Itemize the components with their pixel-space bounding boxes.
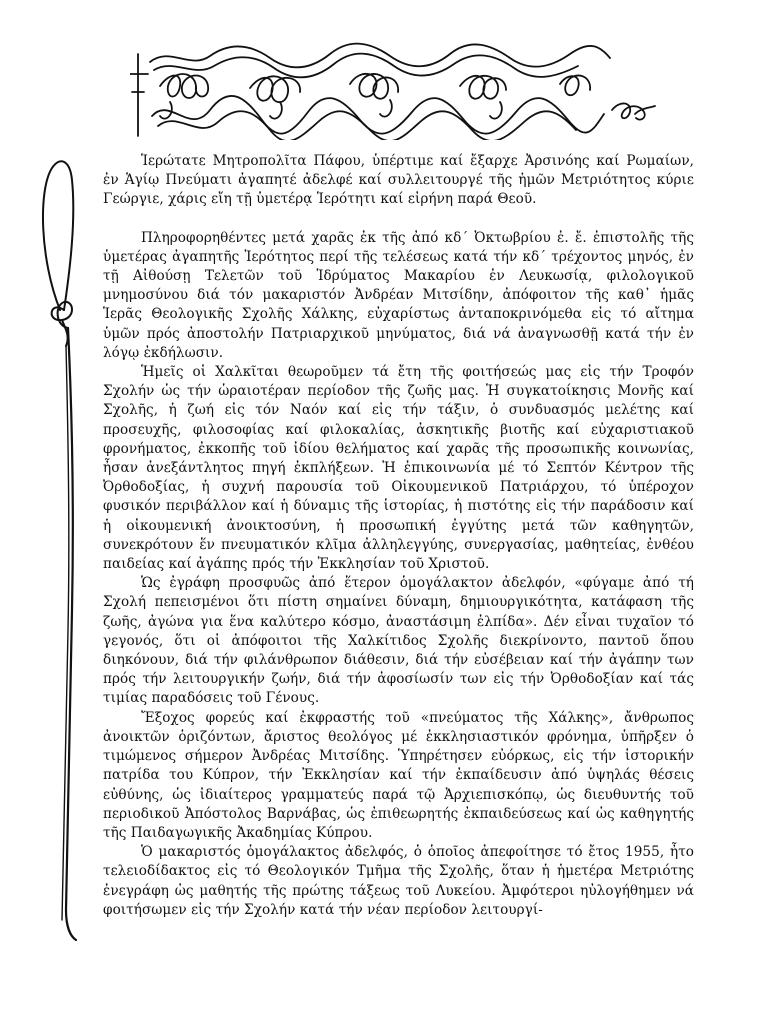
paragraph-halki-years: Ἡμεῖς οἱ Χαλκῖται θεωροῦμεν τά ἔτη τῆς φοιτήσεώς μας εἰς τήν Τροφόν Σχολήν ὡς τήν ὡραιοτέραν περίοδον τῆς ζωῆς μας. Ἡ συγκατοίκησις Μονῆς καί Σχολῆς, ἡ ζωή εἰς τόν Ναόν καί εἰς τήν τάξιν, ὁ συνδυασμός μελέτης καί προσευχῆς, φιλοσοφίας καί φιλοκαλίας, ἀσκητικῆς βιοτῆς καί εὐχαριστιακοῦ φρονήματος, ἐκκοπῆς τοῦ ἰδίου θελήματος καί χαρᾶς τῆς προσωπικῆς κοινωνίας, ἦσαν ἀνεξάντλητος πηγή ἐκπλήξεων. Ἡ ἐπικοινωνία μέ τό Σεπτόν Κέντρον τῆς Ὀρθοδοξίας, ἡ συχνή παρουσία τοῦ Οἰκουμενικοῦ Πατριάρχου, τό ὑπέροχον φυσικόν περιβάλλον καί ἡ δύναμις τῆς ἱστορίας, ἡ πιστότης εἰς τήν παράδοσιν καί ἡ οἰκουμενική ἀνοικτοσύνη, ἡ προσωπική ἐγγύτης μετά τῶν καθηγητῶν, συνεκρότουν ἕν πνευματικόν κλῖμα ἀλληλεγγύης, συνεργασίας, μαθητείας, ἐνθέου παιδείας καί ἀγάπης πρός τήν Ἐκκλησίαν τοῦ Χριστοῦ. bbox=[103, 364, 694, 573]
paragraph-mitsides: Ἔξοχος φορεύς καί ἐκφραστής τοῦ «πνεύματος τῆς Χάλκης», ἄνθρωπος ἀνοικτῶν ὁριζόντων, ἄριστος θεολόγος μέ ἐκκλησιαστικόν φρόνημα, ὑπῆρξεν ὁ τιμώμενος σήμερον Ἀνδρέας Μιτσίδης. Ὑπηρέτησεν εὐόρκως, εἰς τήν ἱστορικήν πατρίδα του Κύπρον, τήν Ἐκκλησίαν καί τήν ἐκπαίδευσιν ἀπό ὑψηλάς θέσεις εὐθύνης, ὡς ἰδιαίτερος γραμματεύς παρά τῷ Ἀρχιεπισκόπῳ, ὡς διευθυντής τοῦ περιοδικοῦ Ἀπόστολος Βαρνάβας, ὡς ἐπιθεωρητής ἐκπαιδεύσεως καί ὡς καθηγητής τῆς Παιδαγωγικῆς Ἀκαδημίας Κύπρου. bbox=[103, 709, 694, 841]
patriarchal-signature-monogram bbox=[130, 40, 660, 140]
paragraph-salutation: Ἱερώτατε Μητροπολῖτα Πάφου, ὑπέρτιμε καί ἔξαρχε Ἀρσινόης καί Ρωμαίων, ἐν Ἁγίῳ Πνεύματι ἀγαπητέ ἀδελφέ καί συλλειτουργέ τῆς ἡμῶν Μετριότητος κύριε Γεώργιε, χάρις εἴη τῇ ὑμετέρᾳ Ἱερότητι καί εἰρήνη παρά Θεοῦ. bbox=[103, 153, 694, 208]
paragraph-quote: Ὡς ἐγράφη προσφυῶς ἀπό ἕτερον ὁμογάλακτον ἀδελφόν, «φύγαμε ἀπό τή Σχολή πεπεισμένοι ὅτι πίστη σημαίνει δύναμη, δημιουργικότητα, κατάφαση τῆς ζωῆς, ἀγώνα για ἕνα καλύτερο κόσμο, ἀναστάσιμη ἐλπίδα». Δέν εἶναι τυχαῖον τό γεγονός, ὅτι οἱ ἀπόφοιτοι τῆς Χαλκίτιδος Σχολῆς διεκρίνοντο, παντοῦ ὅπου διηκόνουν, διά τήν φιλάνθρωπον διάθεσιν, διά τήν εὐσέβειαν καί τήν ἀγάπην των πρός τήν λειτουργικήν ζωήν, διά τήν ἀφοσίωσίν των εἰς τήν Ὀρθοδοξίαν καί τάς τιμίας παραδόσεις τοῦ Γένους. bbox=[103, 575, 694, 707]
decorative-cord bbox=[30, 150, 90, 950]
paragraph-memories: Ὁ μακαριστός ὁμογάλακτος ἀδελφός, ὁ ὁποῖος ἀπεφοίτησε τό ἔτος 1955, ἦτο τελειοδίδακτος εἰς τό Θεολογικόν Τμῆμα τῆς Σχολῆς, ὅταν ἡ ἡμετέρα Μετριότης ἐνεγράφη ὡς μαθητής τῆς πρώτης τάξεως τοῦ Λυκείου. Ἀμφότεροι ηὐλογήθημεν νά φοιτήσωμεν εἰς τήν Σχολήν κατά τήν νέαν περίοδον λειτουργί- bbox=[103, 844, 694, 918]
letter-body bbox=[103, 152, 694, 920]
paragraph-occasion: Πληροφορηθέντες μετά χαρᾶς ἐκ τῆς ἀπό κδ΄ Ὀκτωβρίου ἐ. ἔ. ἐπιστολῆς τῆς ὑμετέρας ἀγαπητῆς Ἱερότητος περί τῆς τελέσεως κατά τήν κδ΄ τρέχοντος μηνός, ἐν τῇ Αἰθούσῃ Τελετῶν τοῦ Ἱδρύματος Μακαρίου ἐν Λευκωσίᾳ, φιλολογικοῦ μνημοσύνου διά τόν μακαριστόν Ἀνδρέαν Μιτσίδην, ἀπόφοιτον τῆς καθ᾽ ἡμᾶς Ἱερᾶς Θεολογικῆς Σχολῆς Χάλκης, εὐχαρίστως ἀνταποκρινόμεθα εἰς τό αἴτημα ὑμῶν πρός ἀποστολήν Πατριαρχικοῦ μηνύματος, διά νά ἀναγνωσθῇ κατά τήν ἐν λόγῳ ἐκδήλωσιν. bbox=[103, 229, 694, 361]
